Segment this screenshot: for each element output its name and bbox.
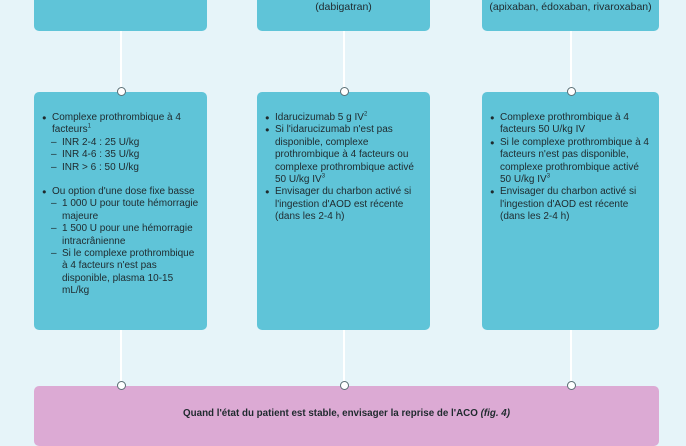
- header-box-dabigatran: [257, 0, 430, 31]
- footnote-ref: 3: [546, 173, 551, 180]
- treatment-box-dabigatran: [257, 92, 430, 330]
- item-text: INR > 6 : 50 U/kg: [62, 161, 139, 173]
- sub-item: [42, 149, 199, 161]
- bullet-item: [42, 112, 199, 137]
- bullet-item: [490, 186, 651, 223]
- sub-item: [42, 248, 199, 298]
- treatment-list: [490, 112, 651, 224]
- treatment-box-xa-inhibitor: [482, 92, 659, 330]
- header-title-line: (apixaban, édoxaban, rivaroxaban): [489, 1, 652, 13]
- resume-anticoagulant-box: [34, 386, 659, 446]
- connector-dot: [117, 87, 126, 96]
- treatment-list: [265, 112, 422, 224]
- item-text: Envisager du charbon activé si l'ingestion d'AOD est récente (dans les 2-4 h): [275, 186, 412, 223]
- sub-item: [42, 162, 199, 174]
- bullet-item: [42, 186, 199, 198]
- connector-line: [120, 30, 122, 92]
- figure-reference: (fig. 4): [480, 408, 510, 419]
- bullet-item: [265, 186, 422, 223]
- connector-line: [343, 30, 345, 92]
- sub-item: [42, 223, 199, 248]
- treatment-box-vka: [34, 92, 207, 330]
- footnote-ref: 2: [363, 111, 368, 118]
- item-text: Complexe prothrombique à 4 facteurs 50 U/kg IV: [500, 112, 629, 136]
- item-text: Si l'idarucizumab n'est pas disponible, complexe prothrombique à 4 facteurs ou complexe prothrombique activé 50 U/kg IV: [275, 124, 414, 186]
- header-title: [257, 0, 430, 14]
- item-text: Idarucizumab 5 g IV: [275, 112, 364, 123]
- item-text: Si le complexe prothrombique à 4 facteurs n'est pas disponible, complexe prothrombique activé 50 U/kg IV: [500, 136, 649, 186]
- treatment-list: [42, 112, 199, 298]
- connector-line: [343, 330, 345, 386]
- sub-item: [42, 198, 199, 223]
- header-title: [482, 0, 659, 14]
- bottom-text: Quand l'état du patient est stable, envisager la reprise de l'ACO: [183, 408, 478, 419]
- connector-dot: [117, 381, 126, 390]
- bullet-item: [265, 112, 422, 124]
- item-text: INR 4-6 : 35 U/kg: [62, 149, 140, 161]
- connector-line: [120, 330, 122, 386]
- item-text: Complexe prothrombique à 4 facteurs: [52, 112, 181, 136]
- header-box-xa-inhibitor: [482, 0, 659, 31]
- connector-dot: [567, 87, 576, 96]
- bullet-item: [490, 112, 651, 137]
- header-box-vka: [34, 0, 207, 31]
- connector-line: [570, 30, 572, 92]
- item-text: 1 500 U pour une hémorragie intracrânienne: [62, 223, 193, 247]
- connector-dot: [340, 381, 349, 390]
- sub-item: [42, 137, 199, 149]
- footnote-ref: 1: [87, 124, 91, 131]
- header-title-line: [34, 0, 207, 1]
- connector-dot: [340, 87, 349, 96]
- connector-dot: [567, 381, 576, 390]
- footnote-ref: 3: [321, 173, 326, 180]
- item-text: INR 2-4 : 25 U/kg: [62, 136, 140, 148]
- bullet-item: [490, 137, 651, 187]
- item-text: 1 000 U pour toute hémorragie majeure: [62, 198, 199, 222]
- connector-line: [570, 330, 572, 386]
- item-text: Envisager du charbon activé si l'ingestion d'AOD est récente (dans les 2-4 h): [500, 186, 637, 223]
- bullet-item: [265, 124, 422, 186]
- item-text: Ou option d'une dose fixe basse: [52, 186, 195, 198]
- header-title-line: (dabigatran): [315, 1, 372, 13]
- header-title: [34, 0, 207, 1]
- item-text: Si le complexe prothrombique à 4 facteurs n'est pas disponible, plasma 10-15 mL/kg: [62, 248, 195, 297]
